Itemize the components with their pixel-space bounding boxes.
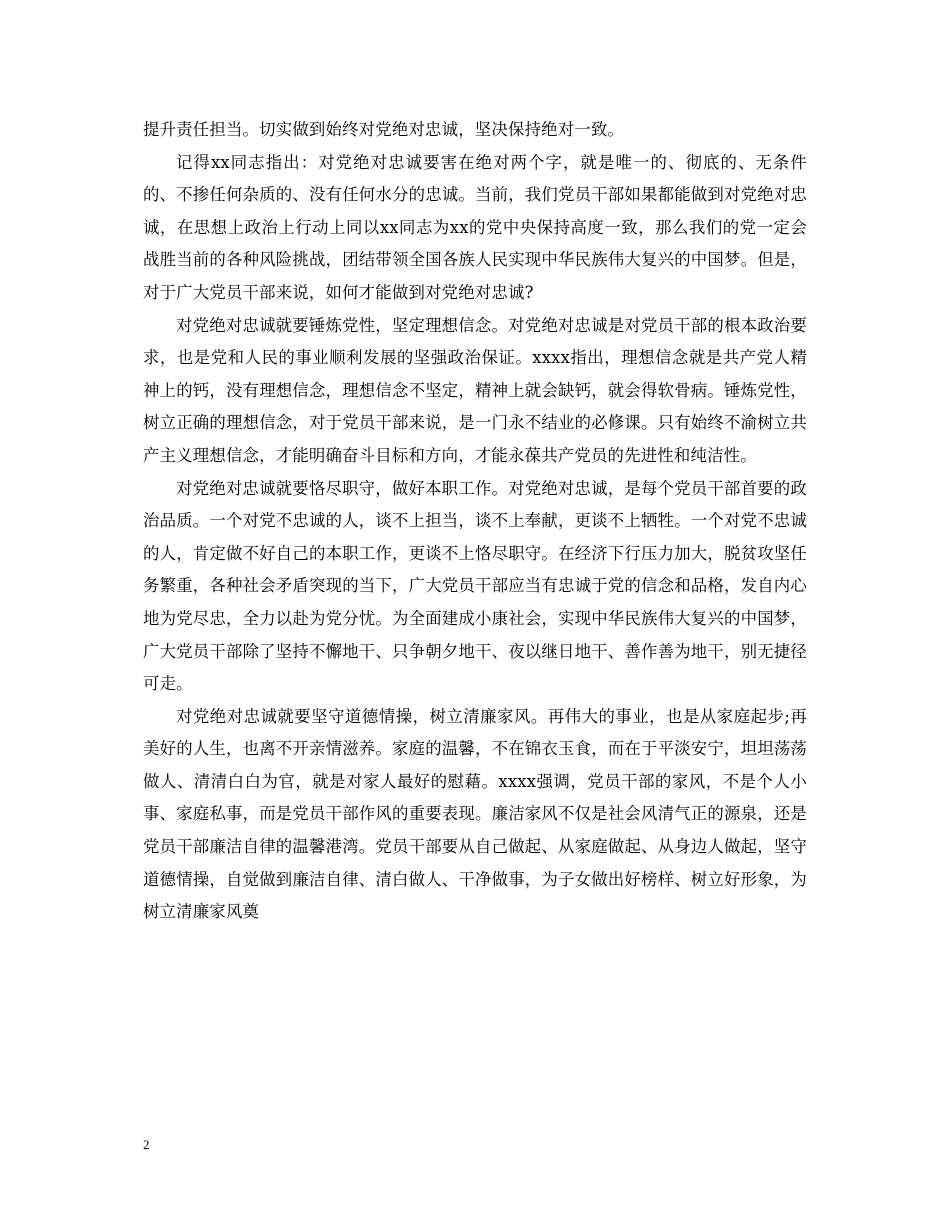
paragraph-3: 对党绝对忠诚就要锤炼党性，坚定理想信念。对党绝对忠诚是对党员干部的根本政治要求，也是党和人民的事业顺利发展的坚强政治保证。xxxx指出，理想信念就是共产党人精神上的钙，没有理想信念，理想信念不坚定，精神上就会缺钙，就会得软骨病。锤炼党性，树立正确的理想信念，对于党员干部来说，是一门永不结业的必修课。只有始终不渝树立共产主义理想信念，才能明确奋斗目标和方向，才能永葆共产党员的先进性和纯洁性。 [143, 315, 807, 465]
paragraph-2: 记得xx同志指出：对党绝对忠诚要害在绝对两个字，就是唯一的、彻底的、无条件的、不掺任何杂质的、没有任何水分的忠诚。当前，我们党员干部如果都能做到对党绝对忠诚，在思想上政治上行动上同以xx同志为xx的党中央保持高度一致，那么我们的党一定会战胜当前的各种风险挑战，团结带领全国各族人民实现中华民族伟大复兴的中国梦。但是，对于广大党员干部来说，如何才能做到对党绝对忠诚? [143, 152, 807, 302]
paragraph-5: 对党绝对忠诚就要坚守道德情操，树立清廉家风。再伟大的事业，也是从家庭起步;再美好的人生，也离不开亲情滋养。家庭的温馨，不在锦衣玉食，而在于平淡安宁，坦坦荡荡做人、清清白白为官，就是对家人最好的慰藉。xxxx强调，党员干部的家风，不是个人小事、家庭私事，而是党员干部作风的重要表现。廉洁家风不仅是社会风清气正的源泉，还是党员干部廉洁自律的温馨港湾。党员干部要从自己做起、从家庭做起、从身边人做起，坚守道德情操，自觉做到廉洁自律、清白做人、干净做事，为子女做出好榜样、树立好形象，为树立清廉家风奠 [143, 706, 807, 922]
paragraph-1: 提升责任担当。切实做到始终对党绝对忠诚，坚决保持绝对一致。 [143, 120, 625, 139]
paragraph-4: 对党绝对忠诚就要恪尽职守，做好本职工作。对党绝对忠诚，是每个党员干部首要的政治品质。一个对党不忠诚的人，谈不上担当，谈不上奉献，更谈不上牺牲。一个对党不忠诚的人，肯定做不好自己的本职工作，更谈不上恪尽职守。在经济下行压力加大，脱贫攻坚任务繁重，各种社会矛盾突现的当下，广大党员干部应当有忠诚于党的信念和品格，发自内心地为党尽忠，全力以赴为党分忧。为全面建成小康社会，实现中华民族伟大复兴的中国梦，广大党员干部除了坚持不懈地干、只争朝夕地干、夜以继日地干、善作善为地干，别无捷径可走。 [143, 478, 807, 694]
page-number: 2 [143, 1137, 150, 1152]
document-body [143, 114, 807, 929]
